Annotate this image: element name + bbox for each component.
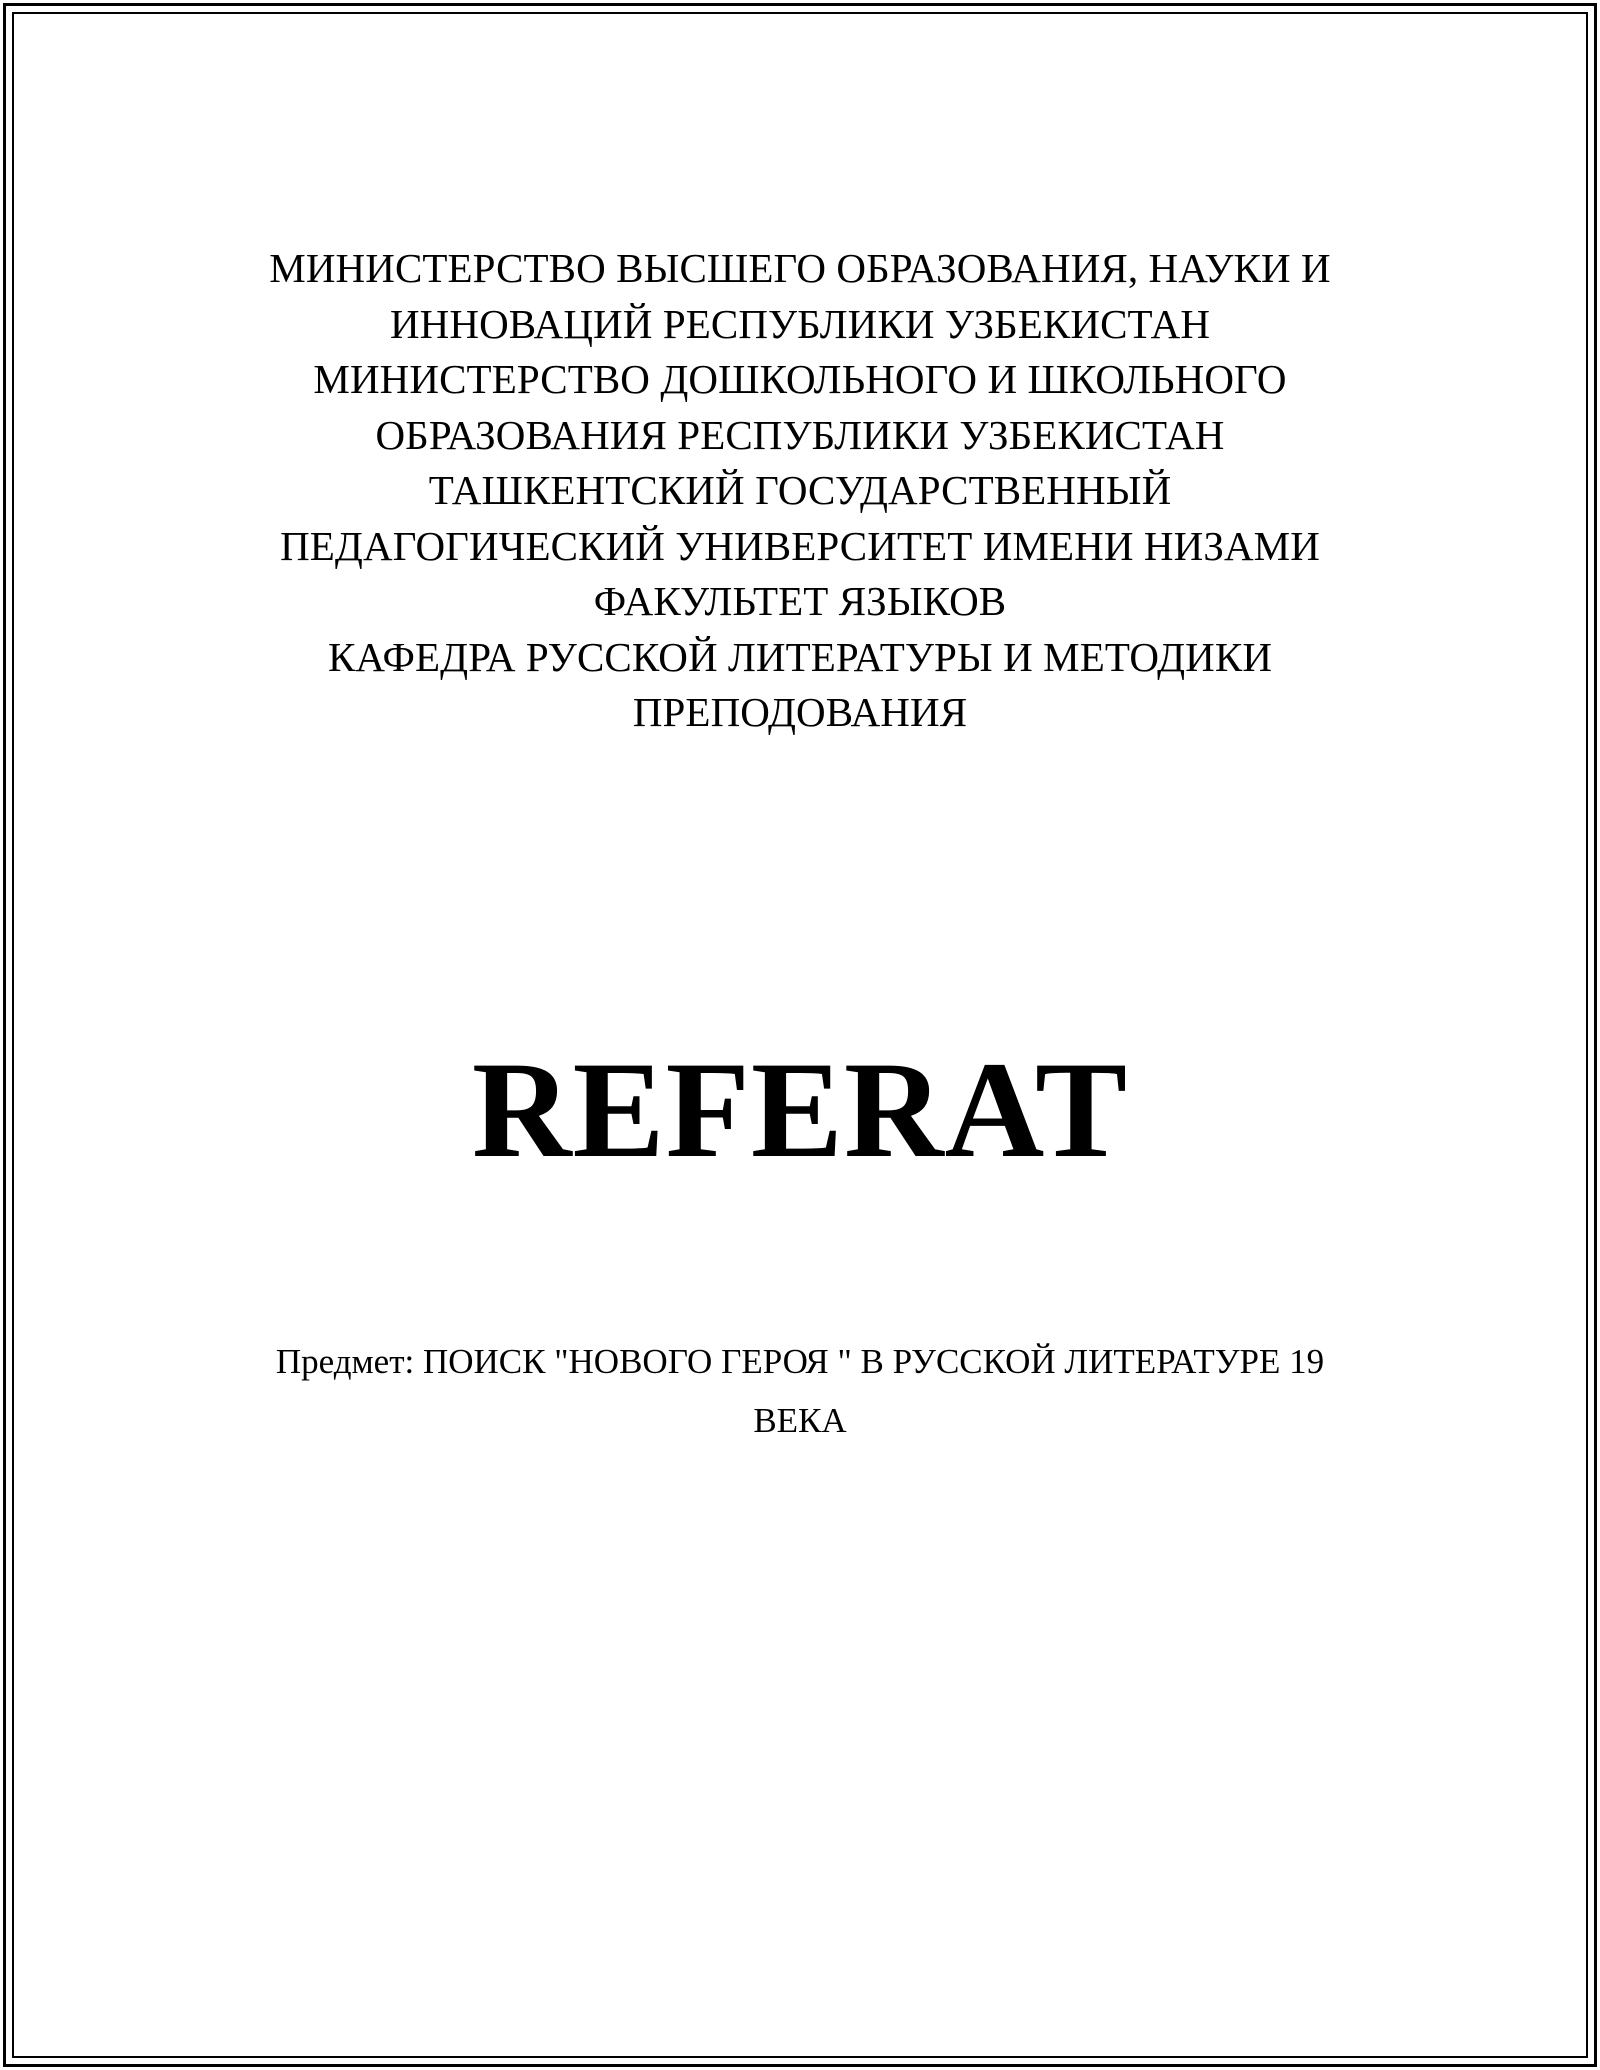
header-line: КАФЕДРА РУССКОЙ ЛИТЕРАТУРЫ И МЕТОДИКИ: [327, 633, 1273, 680]
header-line: ТАШКЕНТСКИЙ ГОСУДАРСТВЕННЫЙ: [428, 467, 1172, 513]
header-line: МИНИСТЕРСТВО ДОШКОЛЬНОГО И ШКОЛЬНОГО: [313, 356, 1287, 402]
subject-line: Предмет: ПОИСК "НОВОГО ГЕРОЯ " В РУССКОЙ ЛИТЕРАТУРЕ 19: [275, 1342, 1325, 1381]
header-line: ОБРАЗОВАНИЯ РЕСПУБЛИКИ УЗБЕКИСТАН: [375, 411, 1225, 458]
subject-line: ВЕКА: [753, 1401, 847, 1440]
institution-header: [160, 241, 1440, 741]
header-line: ФАКУЛЬТЕТ ЯЗЫКОВ: [593, 578, 1007, 624]
header-line: МИНИСТЕРСТВО ВЫСШЕГО ОБРАЗОВАНИЯ, НАУКИ И: [269, 245, 1331, 291]
header-line: ИННОВАЦИЙ РЕСПУБЛИКИ УЗБЕКИСТАН: [389, 300, 1211, 347]
subject-block: [200, 1332, 1400, 1450]
header-line: ПЕДАГОГИЧЕСКИЙ УНИВЕРСИТЕТ ИМЕНИ НИЗАМИ: [280, 522, 1320, 569]
header-line: ПРЕПОДОВАНИЯ: [632, 689, 968, 735]
document-title: REFERAT: [471, 1033, 1129, 1186]
